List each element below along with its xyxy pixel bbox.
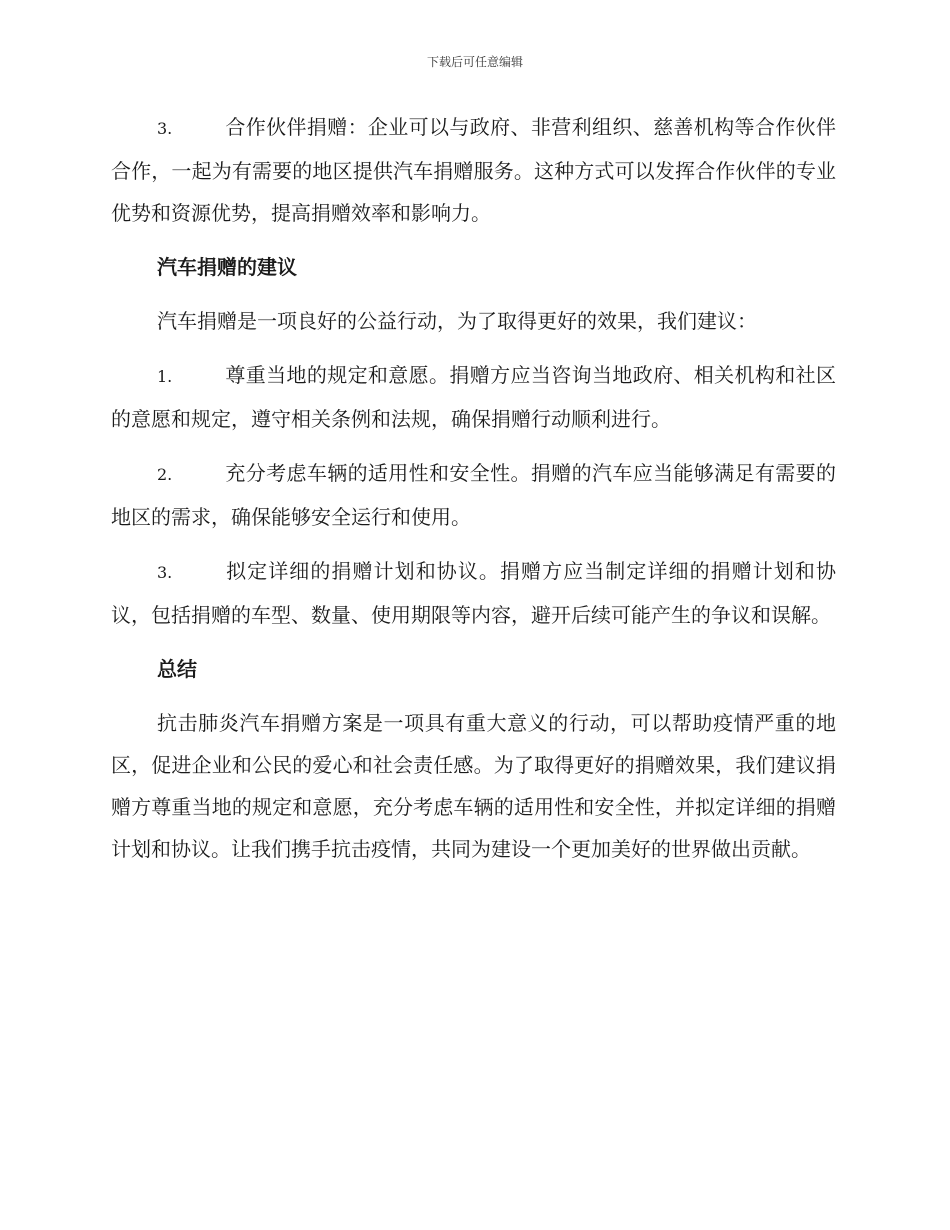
list-item-number: 3.	[157, 563, 173, 582]
list-item-number: 2.	[157, 465, 173, 484]
list-item-text: 尊重当地的规定和意愿。捐赠方应当咨询当地政府、相关机构和社区的意愿和规定，遵守相关条例和法规，确保捐赠行动顺利进行。	[111, 363, 836, 431]
list-item-partner-donation	[111, 106, 836, 234]
page-header: 下载后可任意编辑	[426, 55, 523, 69]
summary-paragraph: 抗击肺炎汽车捐赠方案是一项具有重大意义的行动，可以帮助疫情严重的地区，促进企业和公民的爱心和社会责任感。为了取得更好的捐赠效果，我们建议捐赠方尊重当地的规定和意愿，充分考虑车辆的适用性和安全性，并拟定详细的捐赠计划和协议。让我们携手抗击疫情，共同为建设一个更加美好的世界做出贡献。	[111, 711, 836, 861]
list-item-advice-2	[111, 452, 836, 538]
list-item-advice-3	[111, 550, 836, 636]
list-item-number: 1.	[157, 367, 173, 386]
section-heading-summary: 总结	[157, 657, 197, 681]
document-body	[111, 106, 836, 882]
list-item-number: 3.	[157, 119, 173, 138]
list-item-advice-1	[111, 354, 836, 440]
list-item-text: 充分考虑车辆的适用性和安全性。捐赠的汽车应当能够满足有需要的地区的需求，确保能够安全运行和使用。	[111, 461, 836, 529]
list-item-text: 合作伙伴捐赠：企业可以与政府、非营利组织、慈善机构等合作伙伴合作，一起为有需要的地区提供汽车捐赠服务。这种方式可以发挥合作伙伴的专业优势和资源优势，提高捐赠效率和影响力。	[111, 115, 836, 225]
list-item-text: 拟定详细的捐赠计划和协议。捐赠方应当制定详细的捐赠计划和协议，包括捐赠的车型、数量、使用期限等内容，避开后续可能产生的争议和误解。	[111, 559, 836, 627]
section-heading-advice: 汽车捐赠的建议	[157, 255, 297, 279]
advice-lead-paragraph: 汽车捐赠是一项良好的公益行动，为了取得更好的效果，我们建议：	[157, 309, 757, 333]
